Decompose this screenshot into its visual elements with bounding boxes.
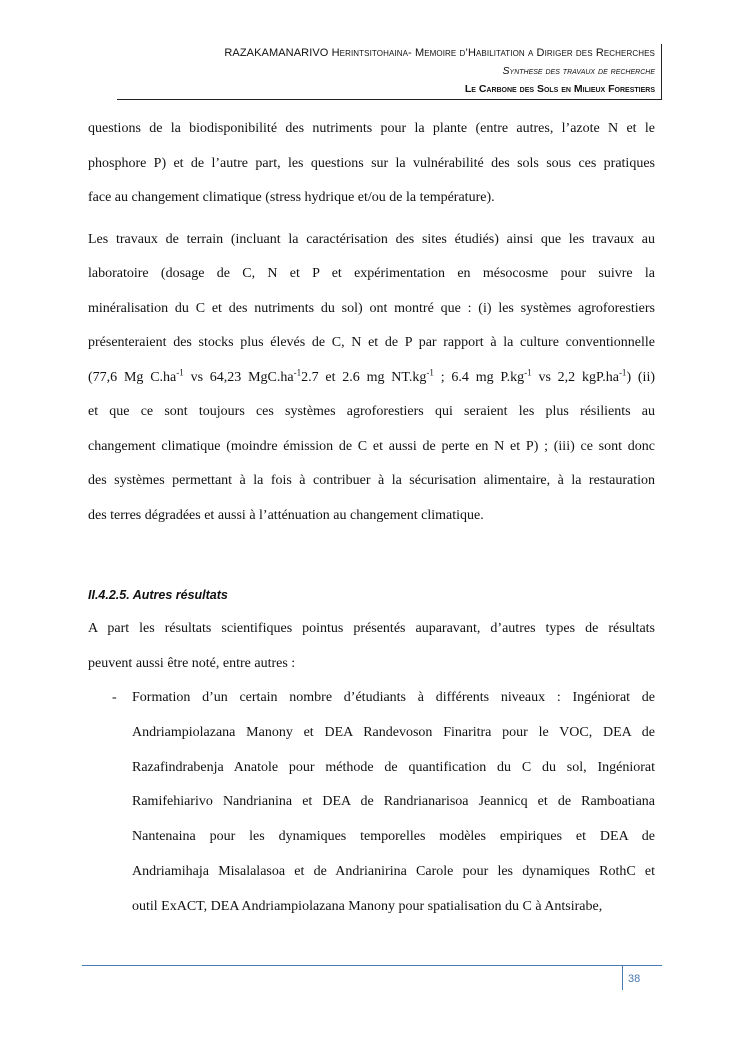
- unit-text: vs 64,23 MgC.ha: [183, 369, 294, 385]
- text-line: et que ce sont toujours ces systèmes agroforestiers qui seraient les plus résilients au: [88, 404, 655, 419]
- header-section: Synthese des travaux de recherche: [502, 65, 655, 77]
- section-heading: II.4.2.5. Autres résultats: [88, 588, 228, 602]
- body-text: [88, 112, 655, 925]
- text-line: peuvent aussi être noté, entre autres :: [88, 655, 296, 671]
- text-line: minéralisation du C et des nutriments du sol) ont montré que : (i) les systèmes agroforestiers: [88, 300, 655, 316]
- text-line: des terres dégradées et aussi à l’atténuation au changement climatique.: [88, 507, 484, 523]
- text-line: phosphore P) et de l’autre part, les questions sur la vulnérabilité des sols sous ces pratiques: [88, 155, 655, 171]
- unit-text: (77,6 Mg C.ha: [88, 369, 177, 385]
- page-number: 38: [628, 973, 641, 985]
- text-line: face au changement climatique (stress hydrique et/ou de la température).: [88, 190, 495, 205]
- text-line: questions de la biodisponibilité des nutriments pour la plante (entre autres, l’azote N et le: [88, 121, 655, 136]
- exponent: -1: [293, 366, 302, 377]
- text-line: Andriampiolazana Manony et DEA Randevoson Finaritra pour le VOC, DEA de: [132, 724, 655, 740]
- text-line: laboratoire (dosage de C, N et P et expérimentation en mésocosme pour suivre la: [88, 266, 655, 281]
- text-line: Ramifehiarivo Nandrianina et DEA de Randrianarisoa Jeannicq et de Ramboatiana: [132, 794, 655, 810]
- exponent: -1: [524, 366, 532, 377]
- text-line: Formation d’un certain nombre d’étudiants à différents niveaux : Ingéniorat de: [132, 690, 655, 705]
- text-line: changement climatique (moindre émission de C et aussi de perte en N et P) ; (iii) ce sont donc: [88, 438, 655, 454]
- exponent: -1: [426, 366, 434, 377]
- text-line: Nantenaina pour les dynamiques temporelles modèles empiriques et DEA de: [132, 829, 655, 845]
- text-line: Andriamihaja Misalalasoa et de Andrianirina Carole pour les dynamiques RothC et: [132, 863, 655, 879]
- footer-vertical-rule: [622, 965, 623, 990]
- footer-rule: [82, 965, 662, 966]
- paragraph-3: [88, 612, 655, 681]
- exponent: -1: [618, 366, 627, 377]
- text-line: outil ExACT, DEA Andriampiolazana Manony pour spatialisation du C à Antsirabe,: [132, 898, 603, 914]
- unit-text: ; 6.4 mg P.kg: [433, 369, 525, 385]
- paragraph-2: [88, 223, 655, 534]
- header-author-title: RAZAKAMANARIVO Herintsitohaina- Memoire d’Habilitation a Diriger des Recherches: [224, 47, 655, 59]
- unit-text: ) (ii): [626, 369, 656, 385]
- text-line: Razafindrabenja Anatole pour méthode de quantification du C du sol, Ingéniorat: [132, 759, 655, 775]
- running-header: [95, 44, 655, 98]
- bullet-item: [88, 681, 655, 925]
- text-line: présenteraient des stocks plus élevés de C, N et de P par rapport à la culture conventionnelle: [88, 335, 655, 350]
- unit-text: vs 2,2 kgP.ha: [531, 369, 619, 385]
- text-line-with-units: [88, 361, 655, 396]
- bullet-dash: -: [112, 690, 117, 705]
- exponent: -1: [176, 366, 184, 377]
- text-line: Les travaux de terrain (incluant la caractérisation des sites étudiés) ainsi que les travaux au: [88, 231, 655, 247]
- text-line: A part les résultats scientifiques pointus présentés auparavant, d’autres types de résultats: [88, 621, 655, 636]
- text-line: des systèmes permettant à la fois à contribuer à la sécurisation alimentaire, à la restauration: [88, 473, 655, 488]
- header-horizontal-rule: [117, 99, 662, 100]
- unit-text: 2.7 et 2.6 mg NT.kg: [301, 369, 427, 385]
- paragraph-1: [88, 112, 655, 216]
- header-vertical-rule: [661, 44, 662, 100]
- header-subject: Le Carbone des Sols en Milieux Forestiers: [464, 83, 655, 95]
